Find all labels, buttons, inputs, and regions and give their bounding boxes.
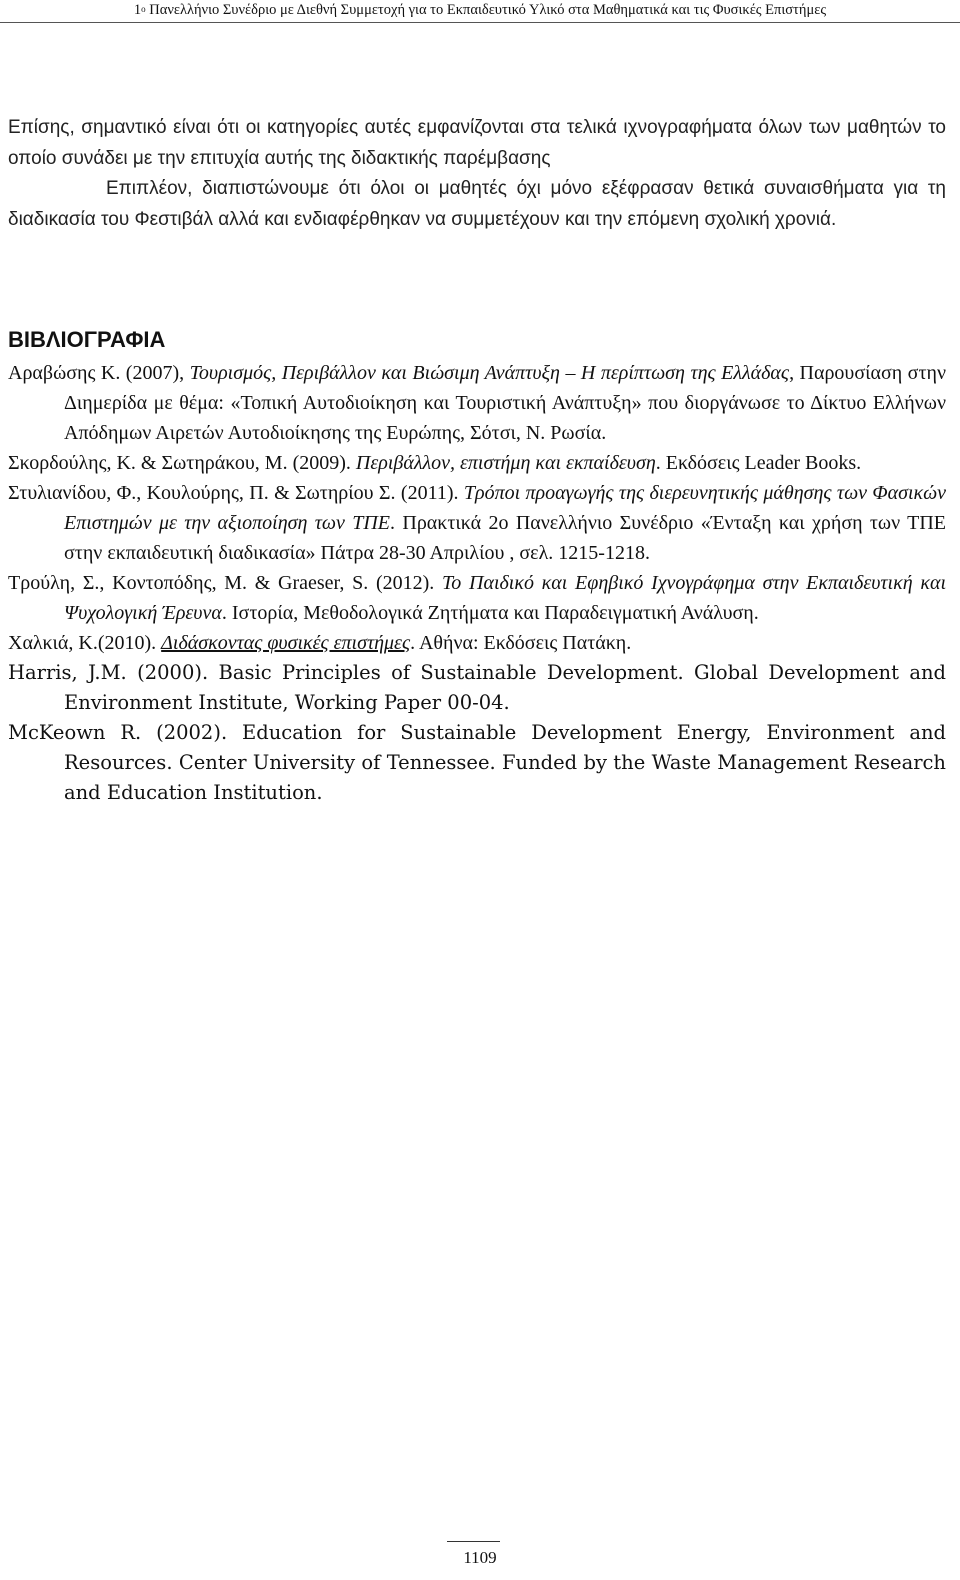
reference-authors: Αραβώσης Κ. (2007), xyxy=(8,362,190,384)
reference-text: Harris, J.M. (2000). Basic Principles of Sustainable Development. Global Development and Environment Institute, Working Paper 00-04. xyxy=(8,661,946,714)
header-conference-title: Πανελλήνιο Συνέδριο με Διεθνή Συμμετοχή για το Εκπαιδευτικό Υλικό στα Μαθηματικά και τις Φυσικές Επιστήμες xyxy=(145,2,827,18)
reference-details: . Αθήνα: Εκδόσεις Πατάκη. xyxy=(410,632,632,654)
reference-item xyxy=(8,718,946,808)
reference-item xyxy=(8,478,946,568)
body-text xyxy=(8,113,946,235)
header-number: 1 xyxy=(133,2,142,18)
paragraph-2: Επιπλέον, διαπιστώνουμε ότι όλοι οι μαθητές όχι μόνο εξέφρασαν θετικά συναισθήματα για τη διαδικασία του Φεστιβάλ αλλά και ενδιαφέρθηκαν να συμμετέχουν και την επόμενη σχολική χρονιά. xyxy=(8,178,946,230)
reference-details: . Ιστορία, Μεθοδολογικά Ζητήματα και Παραδειγματική Ανάλυση. xyxy=(221,602,759,624)
reference-item xyxy=(8,658,946,718)
reference-details: . Πρακτικά 2ο Πανελλήνιο Συνέδριο «Ένταξη και χρήση των ΤΠΕ στην εκπαιδευτική διαδικασία» Πάτρα 28-30 Απριλίου , σελ. 1215-1218. xyxy=(64,512,946,564)
header-ordinal: ο xyxy=(141,4,146,14)
reference-item xyxy=(8,358,946,448)
page-number: 1109 xyxy=(463,1548,497,1567)
reference-details: , Παρουσίαση στην Διημερίδα με θέμα: «Τοπική Αυτοδιοίκηση και Τουριστική Ανάπτυξη» που διοργάνωσε το Δίκτυο Ελλήνων Απόδημων Αιρετών Αυτοδιοίκησης της Ευρώπης, Σότσι, Ν. Ρωσία. xyxy=(64,362,947,444)
reference-item xyxy=(8,448,946,478)
reference-title: Διδάσκοντας φυσικές επιστήμες xyxy=(161,632,411,654)
reference-authors: Σκορδούλης, Κ. & Σωτηράκου, Μ. (2009). xyxy=(8,452,356,474)
page-header xyxy=(0,0,960,23)
reference-title: Το Παιδικό και Εφηβικό Ιχνογράφημα στην Εκπαιδευτική και Ψυχολογική Έρευνα xyxy=(64,572,947,624)
reference-text: McKeown R. (2002). Education for Sustainable Development Energy, Environment and Resources. Center University of Tennessee. Funded by the Waste Management Research and Education Institution. xyxy=(8,721,946,804)
reference-item xyxy=(8,568,946,628)
bibliography-list xyxy=(8,358,946,808)
bibliography-heading: ΒΙΒΛΙΟΓΡΑΦΙΑ xyxy=(8,327,166,352)
reference-details: . Εκδόσεις Leader Books. xyxy=(655,452,862,474)
reference-item xyxy=(8,628,946,658)
reference-authors: Τρούλη, Σ., Κοντοπόδης, Μ. & Graeser, S. (2012). xyxy=(8,572,442,594)
reference-authors: Χαλκιά, Κ.(2010). xyxy=(8,632,162,654)
reference-title: Περιβάλλον, επιστήμη και εκπαίδευση xyxy=(355,452,656,474)
reference-title: Τρόποι προαγωγής της διερευνητικής μάθησης των Φασικών Επιστημών με την αξιοποίηση των ΤΠΕ xyxy=(64,482,946,534)
footer-rule xyxy=(447,1541,500,1542)
reference-title: Τουρισμός, Περιβάλλον και Βιώσιμη Ανάπτυξη – Η περίπτωση της Ελλάδας xyxy=(189,362,790,384)
reference-authors: Στυλιανίδου, Φ., Κουλούρης, Π. & Σωτηρίου Σ. (2011). xyxy=(8,482,464,504)
paragraph-1: Επίσης, σημαντικό είναι ότι οι κατηγορίες αυτές εμφανίζονται στα τελικά ιχνογραφήματα όλων των μαθητών το οποίο συνάδει με την επιτυχία αυτής της διδακτικής παρέμβασης xyxy=(8,117,946,169)
